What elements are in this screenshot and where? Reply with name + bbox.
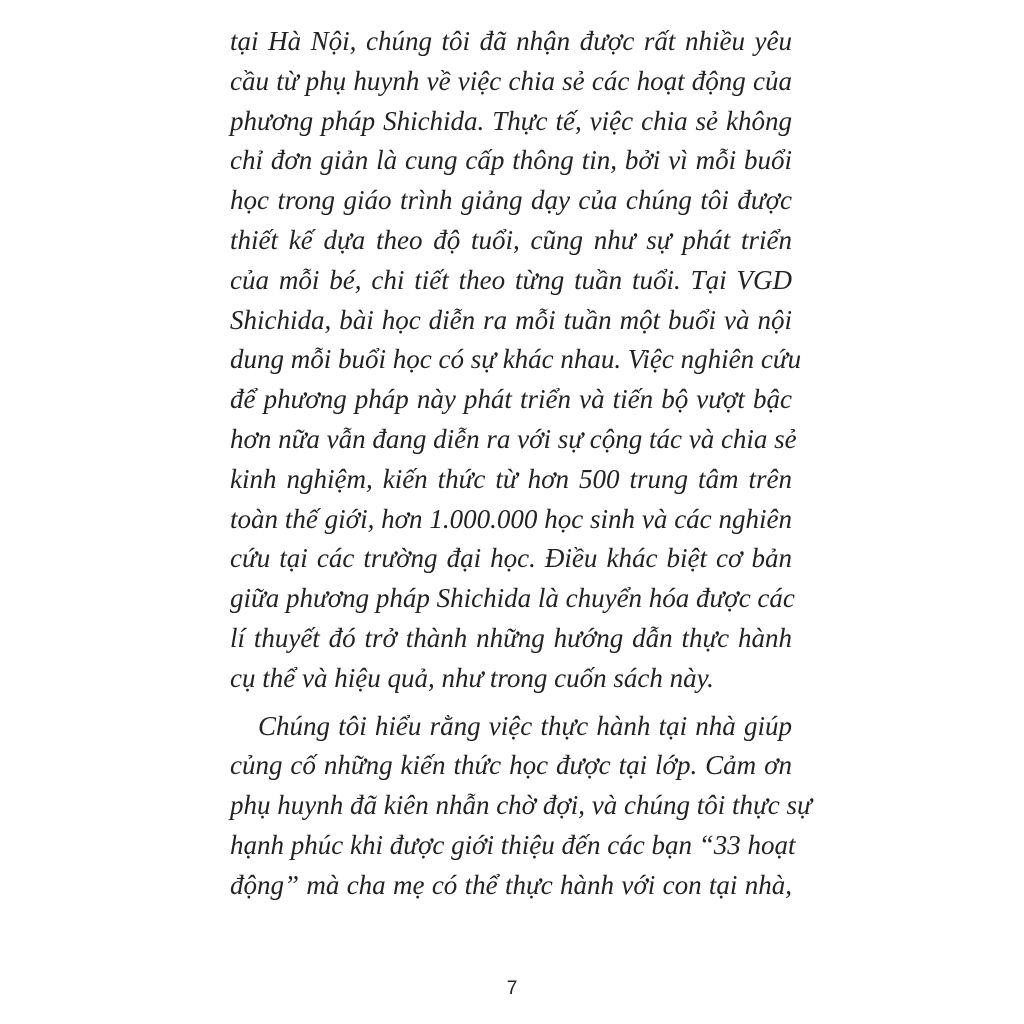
text-line: củng cố những kiến thức học được tại lớp. Cảm ơn <box>230 750 792 781</box>
text-line: Chúng tôi hiểu rằng việc thực hành tại nhà giúp <box>258 710 792 741</box>
text-line: hạnh phúc khi được giới thiệu đến các bạn “33 hoạt <box>230 829 796 860</box>
page-number: 7 <box>506 978 518 999</box>
paragraph <box>230 22 802 699</box>
text-line: Shichida, bài học diễn ra mỗi tuần một buổi và nội <box>230 304 792 335</box>
text-line: cứu tại các trường đại học. Điều khác biệt cơ bản <box>230 543 792 574</box>
text-line: thiết kế dựa theo độ tuổi, cũng như sự phát triển <box>230 224 792 255</box>
text-line: giữa phương pháp Shichida là chuyển hóa được các <box>230 583 795 614</box>
text-line: phương pháp Shichida. Thực tế, việc chia sẻ không <box>230 105 792 136</box>
text-line: cầu từ phụ huynh về việc chia sẻ các hoạt động của <box>230 65 792 96</box>
text-line: hơn nữa vẫn đang diễn ra với sự cộng tác và chia sẻ <box>230 423 797 454</box>
text-line: của mỗi bé, chi tiết theo từng tuần tuổi. Tại VGD <box>230 264 792 295</box>
text-line: để phương pháp này phát triển và tiến bộ vượt bậc <box>230 384 792 415</box>
paragraph <box>230 707 812 906</box>
text-line: động” mà cha mẹ có thể thực hành với con tại nhà, <box>230 869 792 900</box>
body-text <box>230 22 812 906</box>
text-line: dung mỗi buổi học có sự khác nhau. Việc nghiên cứu <box>230 344 802 375</box>
text-line: cụ thể và hiệu quả, như trong cuốn sách này. <box>230 662 714 693</box>
paragraph-gap <box>230 699 792 707</box>
text-line: tại Hà Nội, chúng tôi đã nhận được rất nhiều yêu <box>230 26 792 56</box>
text-line: toàn thế giới, hơn 1.000.000 học sinh và các nghiên <box>230 503 792 534</box>
text-line: phụ huynh đã kiên nhẫn chờ đợi, và chúng tôi thực sự <box>230 790 812 821</box>
text-line: kinh nghiệm, kiến thức từ hơn 500 trung tâm trên <box>230 463 792 494</box>
text-line: lí thuyết đó trở thành những hướng dẫn thực hành <box>230 622 792 653</box>
text-line: chỉ đơn giản là cung cấp thông tin, bởi vì mỗi buổi <box>230 145 792 176</box>
text-line: học trong giáo trình giảng dạy của chúng tôi được <box>230 185 792 216</box>
